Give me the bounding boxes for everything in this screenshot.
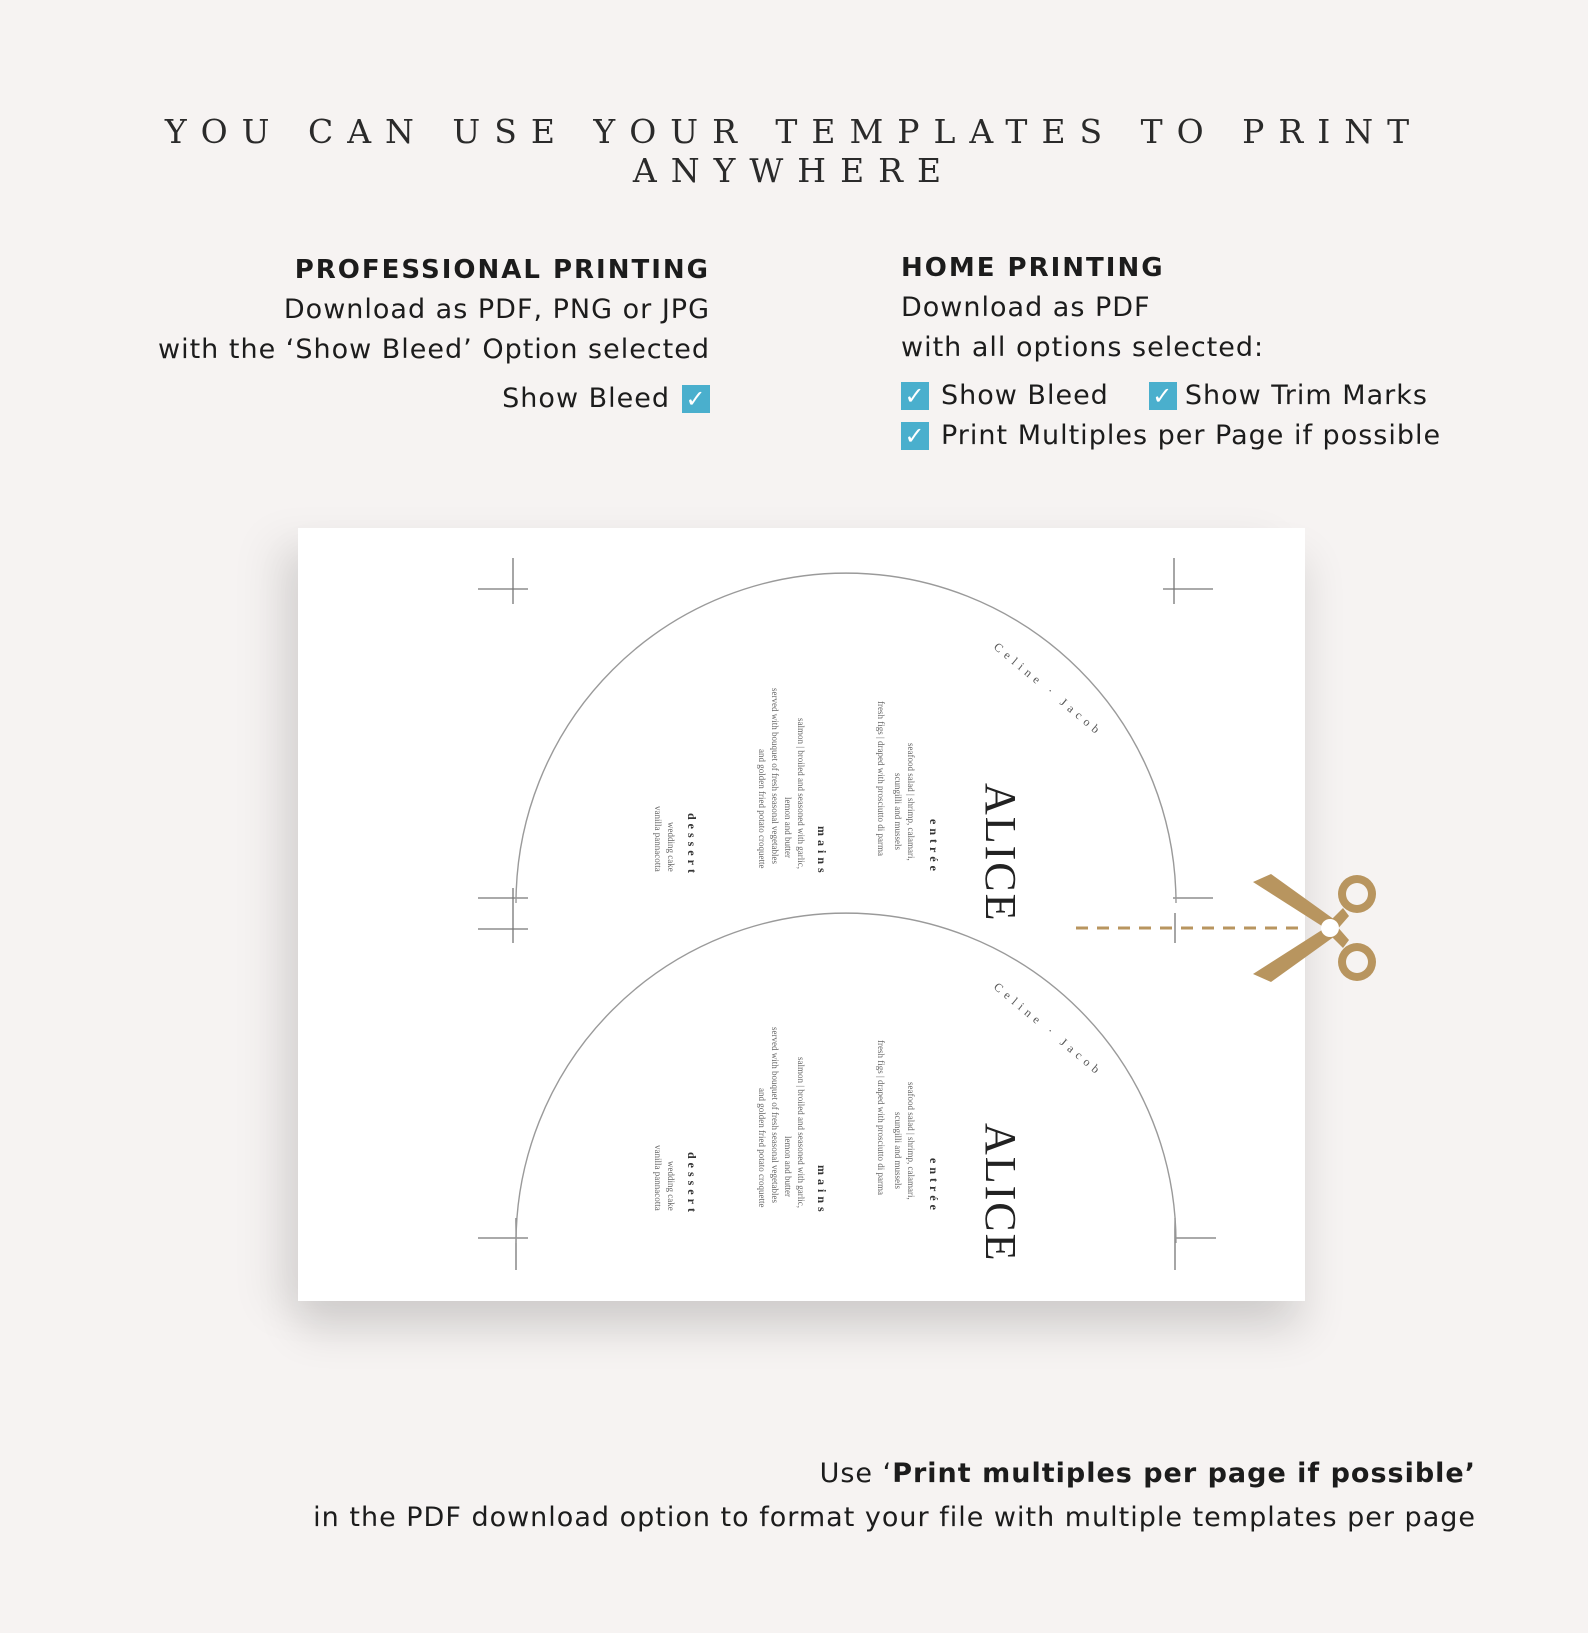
- menu-dessert-heading: dessert: [685, 813, 699, 877]
- home-show-trim-marks-option[interactable]: [1149, 376, 1428, 416]
- menu-mains-item: lemon and butter: [783, 797, 793, 858]
- arch-outline-bottom: [516, 913, 1176, 1243]
- menu-mains-heading: mains: [815, 1165, 829, 1216]
- menu-title: ALICE: [976, 783, 1025, 923]
- menu-mains-item: salmon | broiled and seasoned with garlic,: [796, 1057, 806, 1209]
- home-line1: Download as PDF: [901, 292, 1151, 323]
- scissors-icon: [1245, 868, 1395, 986]
- home-print-multiples-label: Print Multiples per Page if possible: [941, 420, 1442, 451]
- check-icon[interactable]: ✓: [682, 385, 710, 413]
- menu-title: ALICE: [976, 1123, 1025, 1263]
- menu-mains-item: served with bouquet of fresh seasonal vegetables: [770, 1027, 780, 1203]
- menu-mains-item: lemon and butter: [783, 1136, 793, 1197]
- menu-entree-item: seafood salad | shrimp, calamari,: [906, 743, 916, 861]
- menu-entree-heading: entrée: [927, 819, 941, 875]
- menu-card-2: [653, 980, 1106, 1263]
- home-print-multiples-option[interactable]: [901, 416, 1441, 456]
- check-icon[interactable]: ✓: [901, 422, 929, 450]
- menu-card-1: [653, 640, 1106, 923]
- sheet-artwork: [298, 528, 1305, 1301]
- check-icon[interactable]: ✓: [901, 382, 929, 410]
- menu-dessert-item: wedding cake: [666, 1161, 676, 1211]
- menu-entree-item: fresh figs | draped with prosciutto di parma: [876, 1040, 886, 1196]
- show-bleed-label: Show Bleed: [502, 383, 670, 414]
- home-show-bleed-label: Show Bleed: [941, 380, 1109, 411]
- home-show-trim-marks-label: Show Trim Marks: [1184, 380, 1428, 411]
- menu-entree-item: seafood salad | shrimp, calamari,: [906, 1082, 916, 1200]
- professional-title: PROFESSIONAL PRINTING: [294, 255, 710, 285]
- footer-line1: [313, 1452, 1476, 1496]
- footer-line2: in the PDF download option to format your file with multiple templates per page: [313, 1502, 1476, 1533]
- home-printing-section: [901, 248, 1441, 456]
- footer-prefix: Use ‘: [819, 1458, 893, 1489]
- professional-line2: with the ‘Show Bleed’ Option selected: [158, 334, 710, 365]
- menu-couple-names: Celine · Jacob: [991, 639, 1107, 740]
- menu-mains-heading: mains: [815, 826, 829, 877]
- menu-entree-item: scungilli and mussels: [893, 1112, 903, 1189]
- menu-mains-item: served with bouquet of fresh seasonal vegetables: [770, 688, 780, 864]
- menu-couple-names: Celine · Jacob: [991, 979, 1107, 1080]
- check-icon[interactable]: ✓: [1149, 382, 1177, 410]
- menu-mains-item: salmon | broiled and seasoned with garlic,: [796, 718, 806, 870]
- menu-dessert-item: vanilla pannacotta: [653, 1145, 663, 1211]
- menu-dessert-item: wedding cake: [666, 822, 676, 872]
- footer-note: [313, 1452, 1476, 1540]
- headline: YOU CAN USE YOUR TEMPLATES TO PRINT ANYWHERE: [164, 112, 1424, 190]
- menu-dessert-item: vanilla pannacotta: [653, 806, 663, 872]
- print-sheet: [298, 528, 1305, 1301]
- home-show-bleed-option[interactable]: [901, 376, 1109, 416]
- menu-entree-item: fresh figs | draped with prosciutto di parma: [876, 701, 886, 857]
- professional-line1: Download as PDF, PNG or JPG: [283, 294, 710, 325]
- show-bleed-option[interactable]: [502, 379, 710, 419]
- menu-entree-heading: entrée: [927, 1158, 941, 1214]
- footer-emphasis: Print multiples per page if possible’: [892, 1458, 1476, 1489]
- arch-outline-top: [516, 573, 1176, 903]
- home-title: HOME PRINTING: [901, 253, 1165, 283]
- menu-dessert-heading: dessert: [685, 1152, 699, 1216]
- professional-printing-section: [158, 250, 710, 419]
- menu-entree-item: scungilli and mussels: [893, 773, 903, 850]
- home-line2: with all options selected:: [901, 332, 1265, 363]
- menu-mains-item: and golden fried potato croquette: [757, 749, 767, 869]
- menu-mains-item: and golden fried potato croquette: [757, 1088, 767, 1208]
